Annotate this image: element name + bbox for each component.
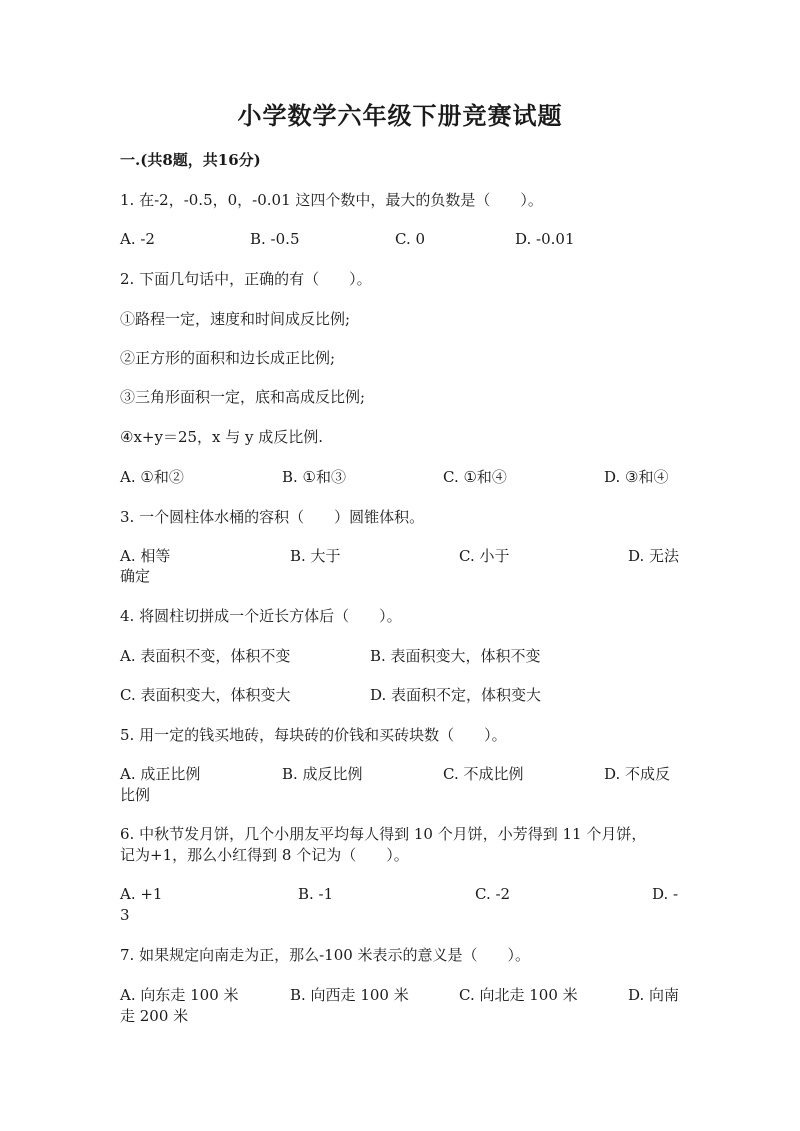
- question-4-option-a: A. 表面积不变，体积不变: [120, 647, 291, 665]
- question-6-stem-line2: 记为+1，那么小红得到 8 个记为（ ）。: [120, 846, 409, 864]
- question-7-stem: 7. 如果规定向南走为正，那么-100 米表示的意义是（ ）。: [120, 946, 531, 964]
- question-4-option-b: B. 表面积变大，体积不变: [370, 647, 541, 665]
- question-6-option-a: A. +1: [120, 885, 163, 903]
- question-2-item: ④x+y＝25，x 与 y 成反比例.: [120, 428, 324, 446]
- question-4-stem: 4. 将圆柱切拼成一个近长方体后（ ）。: [120, 607, 402, 625]
- question-2-option-d: D. ③和④: [604, 468, 669, 486]
- question-3-option-a: A. 相等: [120, 547, 171, 565]
- question-2-option-b: B. ①和③: [282, 468, 347, 486]
- question-3-stem: 3. 一个圆柱体水桶的容积（ ）圆锥体积。: [120, 508, 425, 526]
- question-3-option-b: B. 大于: [290, 547, 341, 565]
- question-7-option-d-wrap: 走 200 米: [120, 1007, 189, 1025]
- question-4-option-d: D. 表面积不定，体积变大: [370, 686, 542, 704]
- question-6-stem-line1: 6. 中秋节发月饼，几个小朋友平均每人得到 10 个月饼，小芳得到 11 个月饼，: [120, 825, 647, 843]
- question-7-option-a: A. 向东走 100 米: [120, 986, 239, 1004]
- question-2-item: ②正方形的面积和边长成正比例;: [120, 349, 336, 367]
- question-2-item: ①路程一定，速度和时间成反比例;: [120, 310, 351, 328]
- question-3-option-d-wrap: 确定: [120, 567, 151, 585]
- question-5-stem: 5. 用一定的钱买地砖，每块砖的价钱和买砖块数（ ）。: [120, 726, 507, 744]
- question-3-option-d: D. 无法: [628, 547, 680, 565]
- question-7-option-b: B. 向西走 100 米: [290, 986, 409, 1004]
- question-7-option-d: D. 向南: [628, 986, 680, 1004]
- question-4-option-c: C. 表面积变大，体积变大: [120, 686, 291, 704]
- question-7-option-c: C. 向北走 100 米: [459, 986, 578, 1004]
- question-1-option-c: C. 0: [395, 230, 426, 248]
- question-6-option-c: C. -2: [475, 885, 511, 903]
- question-2-item: ③三角形面积一定，底和高成反比例;: [120, 388, 366, 406]
- question-5-option-d: D. 不成反: [604, 765, 671, 783]
- question-5-option-b: B. 成反比例: [282, 765, 363, 783]
- question-2-stem: 2. 下面几句话中，正确的有（ ）。: [120, 270, 372, 288]
- question-1-stem: 1. 在-2，-0.5，0，-0.01 这四个数中，最大的负数是（ ）。: [120, 191, 543, 209]
- question-6-option-d: D. -: [652, 885, 679, 903]
- question-5-option-d-wrap: 比例: [120, 786, 151, 804]
- section-heading: 一.(共8题，共16分): [120, 151, 261, 169]
- question-1-option-a: A. -2: [120, 230, 155, 248]
- question-2-option-a: A. ①和②: [120, 468, 184, 486]
- question-5-option-a: A. 成正比例: [120, 765, 201, 783]
- question-2-option-c: C. ①和④: [443, 468, 507, 486]
- page-title: 小学数学六年级下册竞赛试题: [237, 101, 563, 130]
- question-1-option-b: B. -0.5: [250, 230, 300, 248]
- question-1-option-d: D. -0.01: [515, 230, 575, 248]
- question-6-option-d-wrap: 3: [120, 906, 130, 924]
- question-3-option-c: C. 小于: [459, 547, 510, 565]
- question-5-option-c: C. 不成比例: [443, 765, 524, 783]
- question-6-option-b: B. -1: [298, 885, 334, 903]
